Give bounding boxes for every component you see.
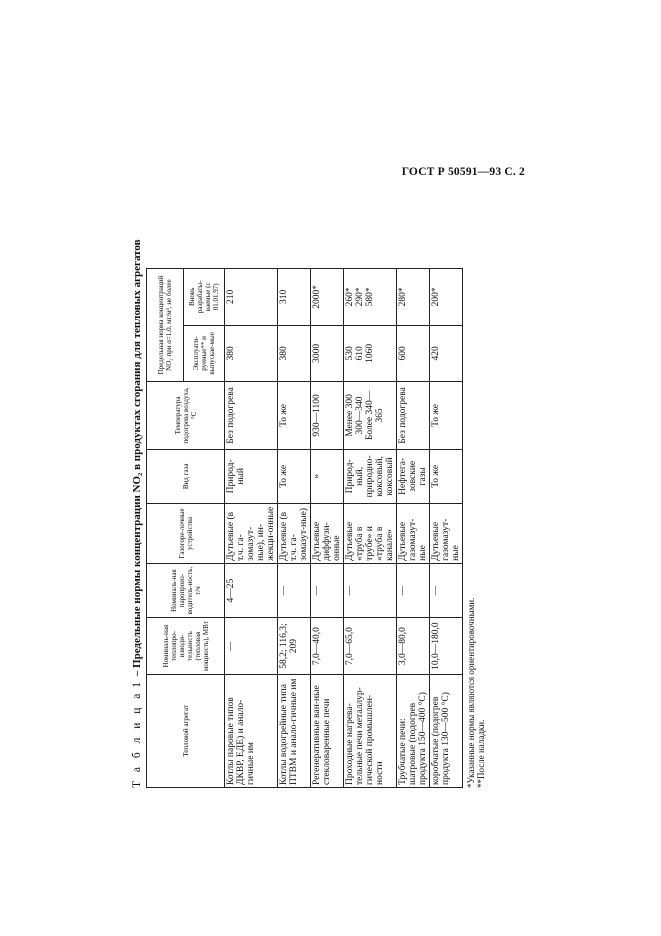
col-header-limit-existing: Эксплуати-руемые** и выпускае-мые (184, 325, 225, 382)
limit-existing-value: 530 (345, 346, 355, 361)
caption-title: – Предельные нормы концентрации NO₂ в продуктах сгорания для тепловых агрегатов (131, 239, 143, 679)
col-header-heat-power: Номиналь-ная теплопро-изводи-тельность (тепловая мощность), МВт (147, 618, 225, 675)
cell-steam-output: — (278, 563, 311, 617)
cell-limit-new: 2000* (311, 269, 344, 326)
air-temp-value: Менее 300 (345, 394, 355, 437)
cell-heat-power: 7,0—65,0 (344, 618, 397, 675)
col-header-limit-new: Вновь разрабаты-ваемые (с 01.01.97) (184, 269, 225, 326)
rotated-table-block (128, 198, 528, 788)
col-header-air-temp: Температура подогрева воздуха, °С (147, 382, 225, 449)
col-header-limit-group: Предельная норма концентраций NO₂ при α=1,0, мг/м³, не более (147, 269, 184, 382)
col-header-gas-type: Вид газа (147, 449, 225, 503)
cell-gas-type: Природ-ный, природно-коксовый, коксовый (344, 449, 397, 503)
table-row (311, 269, 344, 788)
note: **После наладки. (476, 719, 486, 788)
cell-burners: Дутьевые газомазут-ные (430, 504, 463, 564)
cell-air-temp: Без подогрева (397, 382, 430, 449)
table-row (430, 269, 463, 788)
cell-unit: Котлы водогрейные типа ПТВМ и анало-гичные им (278, 674, 311, 787)
cell-steam-output: — (430, 563, 463, 617)
cell-limit-new: 210 (225, 269, 278, 326)
cell-unit: Котлы паровые типов ДКВР, ЕДЕ) и анало-гичные им (225, 674, 278, 787)
cell-steam-output: — (344, 563, 397, 617)
col-header-steam-output: Номиналь-ная паропроиз-водитель-ность, т/ч (147, 563, 225, 617)
cell-limit-new (344, 269, 397, 326)
cell-air-temp (344, 382, 397, 449)
caption-number: 1 (131, 678, 143, 688)
table-row (225, 269, 278, 788)
cell-air-temp: То же (278, 382, 311, 449)
caption-word: Т а б л и ц а (131, 690, 143, 788)
cell-burners: Дутьевые диффузи-онные (311, 504, 344, 564)
cell-heat-power: 58,2; 116,3; 209 (278, 618, 311, 675)
cell-limit-existing (344, 325, 397, 382)
cell-limit-existing: 600 (397, 325, 430, 382)
cell-air-temp: Без подогрева (225, 382, 278, 449)
limit-existing-value: 1060 (365, 343, 375, 363)
cell-gas-type: То же (430, 449, 463, 503)
limit-new-value: 260* (345, 287, 355, 307)
table-row (397, 269, 430, 788)
limit-new-value: 580* (365, 287, 375, 307)
cell-unit: Регенеративные ван-ные стекловаренные печи (311, 674, 344, 787)
table-notes (466, 198, 486, 788)
cell-unit: Проходные нагрева-тельные печи металлур-гической промышлен-ности (344, 674, 397, 787)
cell-heat-power: 3,0—80,0 (397, 618, 430, 675)
limit-new-value: 290* (355, 287, 365, 307)
cell-limit-new: 200* (430, 269, 463, 326)
air-temp-value: Более 340—365 (365, 390, 385, 441)
col-header-unit: Тепловой агрегат (147, 674, 225, 787)
cell-limit-new: 310 (278, 269, 311, 326)
col-header-burners: Газогоре-лочные устройства (147, 504, 225, 564)
cell-steam-output: 4—25 (225, 563, 278, 617)
cell-limit-existing: 3000 (311, 325, 344, 382)
cell-gas-type: Нефтега-зовские газы (397, 449, 430, 503)
cell-unit: Трубчатые печи: шатровые (подогрев продукта 150—400 °С) (397, 674, 430, 787)
cell-heat-power: 7,0—40,0 (311, 618, 344, 675)
cell-steam-output: — (397, 563, 430, 617)
cell-limit-existing: 380 (225, 325, 278, 382)
table-row (278, 269, 311, 788)
air-temp-value: 300—340 (355, 396, 365, 435)
cell-unit: коробчатые (подогрев продукта 130—500 °С) (430, 674, 463, 787)
cell-heat-power: — (225, 618, 278, 675)
cell-air-temp: То же (430, 382, 463, 449)
note: *Указанные нормы являются ориентировочными. (466, 597, 476, 788)
cell-limit-existing: 380 (278, 325, 311, 382)
cell-limit-existing: 420 (430, 325, 463, 382)
standard-header: ГОСТ Р 50591—93 С. 2 (401, 166, 525, 178)
cell-gas-type: » (311, 449, 344, 503)
cell-heat-power: 10,0—180,0 (430, 618, 463, 675)
limit-existing-value: 610 (355, 346, 365, 361)
cell-burners: Дутьевые (в т.ч. га-зомазут-ные) (278, 504, 311, 564)
cell-gas-type: То же (278, 449, 311, 503)
cell-gas-type: Природ-ный (225, 449, 278, 503)
cell-limit-new: 280* (397, 269, 430, 326)
cell-air-temp: 930—1100 (311, 382, 344, 449)
cell-steam-output: — (311, 563, 344, 617)
cell-burners: Дутьевые (в т.ч. га-зомазут-ные), ин-жекци-онные (225, 504, 278, 564)
cell-burners: Дутьевые газомазут-ные (397, 504, 430, 564)
table-row (344, 269, 397, 788)
cell-burners: Дутьевые «труба в трубе» и «труба в канале» (344, 504, 397, 564)
table-caption (128, 198, 146, 788)
norms-table (146, 268, 463, 788)
